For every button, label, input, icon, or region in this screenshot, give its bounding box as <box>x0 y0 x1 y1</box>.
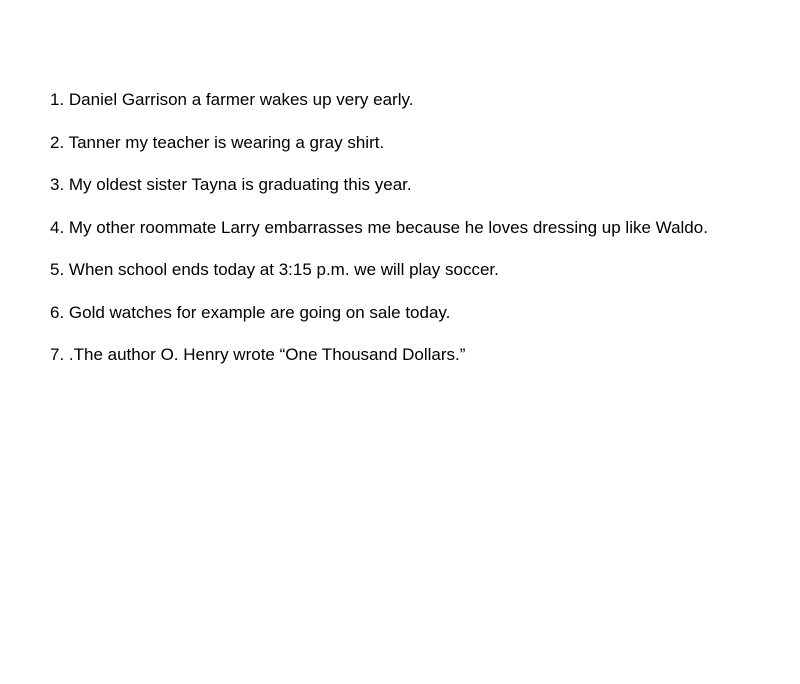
sentence-6: 6. Gold watches for example are going on sale today. <box>50 302 451 322</box>
sentence-2: 2. Tanner my teacher is wearing a gray shirt. <box>50 132 385 152</box>
sentence-7: 7. .The author O. Henry wrote “One Thousand Dollars.” <box>50 345 466 364</box>
sentence-5: 5. When school ends today at 3:15 p.m. we will play soccer. <box>50 260 499 279</box>
sentence-list <box>50 90 730 388</box>
sentence-4: 4. My other roommate Larry embarrasses me because he loves dressing up like Waldo. <box>50 217 708 237</box>
sentence-3: 3. My oldest sister Tayna is graduating this year. <box>50 175 412 194</box>
sentence-1: 1. Daniel Garrison a farmer wakes up very early. <box>50 90 414 109</box>
